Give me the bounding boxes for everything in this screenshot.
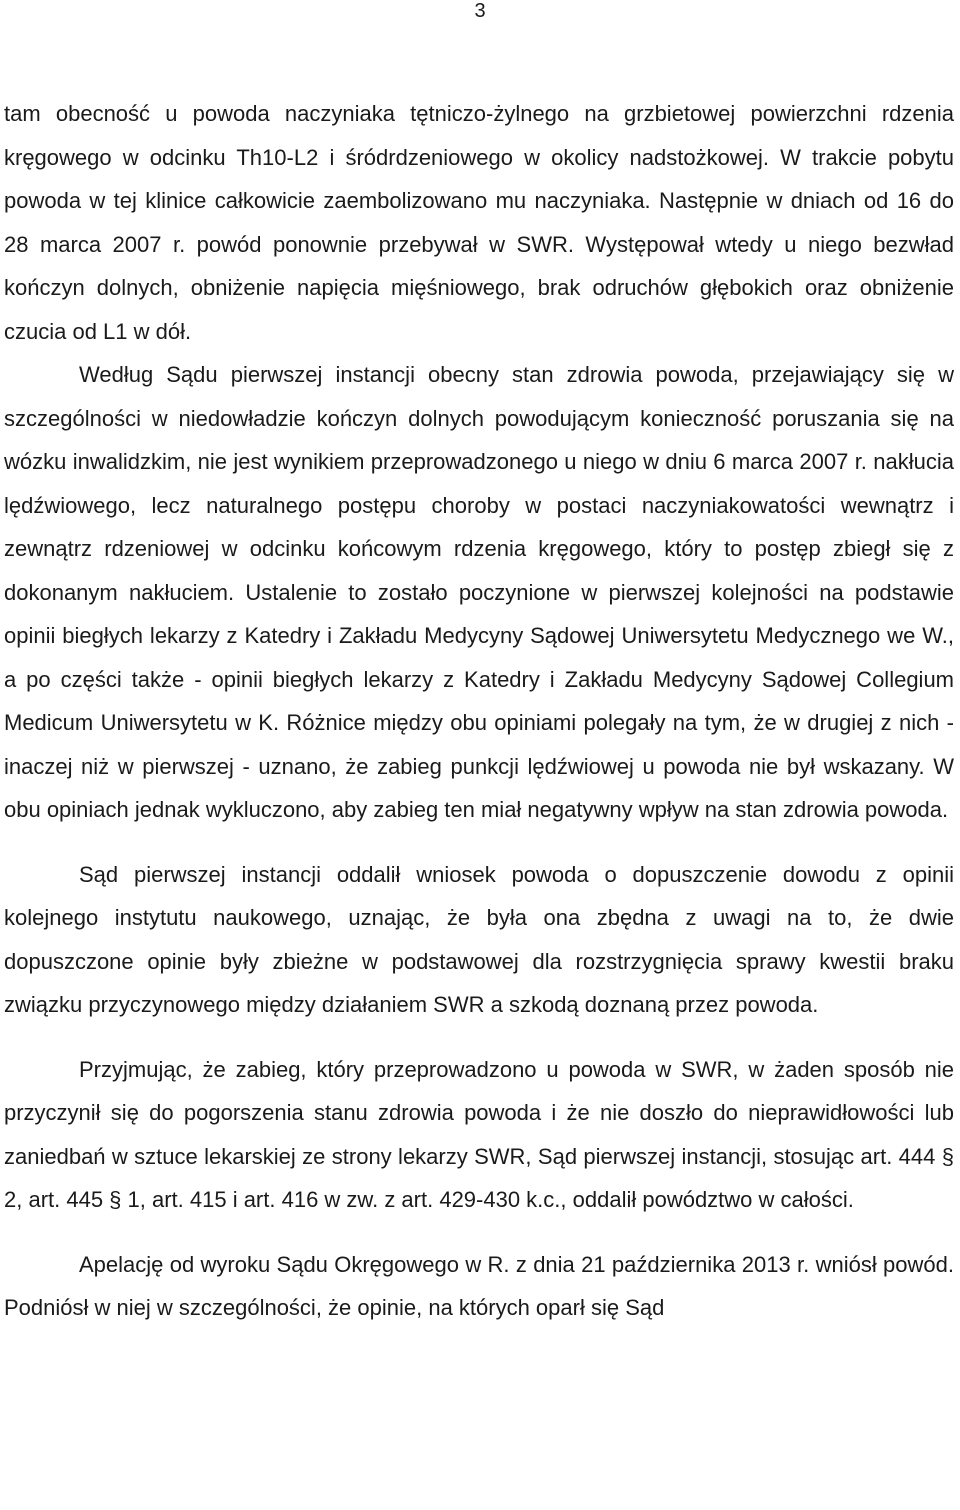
paragraph-2: Według Sądu pierwszej instancji obecny stan zdrowia powoda, przejawiający się w szczególności w niedowładzie kończyn dolnych powodującym konieczność poruszania się na wózku inwalidzkim, nie jest wynikiem przeprowadzonego u niego w dniu 6 marca 2007 r. nakłucia lędźwiowego, lecz naturalnego postępu choroby w postaci naczyniakowatości wewnątrz i zewnątrz rdzeniowej w odcinku końcowym rdzenia kręgowego, który to postęp zbiegł się z dokonanym nakłuciem. Ustalenie to zostało poczynione w pierwszej kolejności na podstawie opinii biegłych lekarzy z Katedry i Zakładu Medycyny Sądowej Uniwersytetu Medycznego we W., a po części także - opinii biegłych lekarzy z Katedry i Zakładu Medycyny Sądowej Collegium Medicum Uniwersytetu w K. Różnice między obu opiniami polegały na tym, że w drugiej z nich - inaczej niż w pierwszej - uznano, że zabieg punkcji lędźwiowej u powoda nie był wskazany. W obu opiniach jednak wykluczono, aby zabieg ten miał negatywny wpływ na stan zdrowia powoda. [4,362,954,822]
paragraph-4: Przyjmując, że zabieg, który przeprowadzono u powoda w SWR, w żaden sposób nie przyczynił się do pogorszenia stanu zdrowia powoda i że nie doszło do nieprawidłowości lub zaniedbań w sztuce lekarskiej ze strony lekarzy SWR, Sąd pierwszej instancji, stosując art. 444 § 2, art. 445 § 1, art. 415 i art. 416 w zw. z art. 429-430 k.c., oddalił powództwo w całości. [4,1056,954,1212]
page-number: 3 [474,0,486,22]
paragraph-1: tam obecność u powoda naczyniaka tętniczo-żylnego na grzbietowej powierzchni rdzenia kręgowego w odcinku Th10-L2 i śródrdzeniowego w okolicy nadstożkowej. W trakcie pobytu powoda w tej klinice całkowicie zaembolizowano mu naczyniaka. Następnie w dniach od 16 do 28 marca 2007 r. powód ponownie przebywał w SWR. Występował wtedy u niego bezwład kończyn dolnych, obniżenie napięcia mięśniowego, brak odruchów głębokich oraz obniżenie czucia od L1 w dół. [4,101,954,344]
paragraph-spacer [4,1027,954,1048]
paragraph-5: Apelację od wyroku Sądu Okręgowego w R. z dnia 21 października 2013 r. wniósł powód. Podniósł w niej w szczególności, że opinie, na których oparł się Sąd [4,1251,954,1320]
document-body [4,92,954,1330]
paragraph-spacer [4,832,954,853]
paragraph-3: Sąd pierwszej instancji oddalił wniosek powoda o dopuszczenie dowodu z opinii kolejnego instytutu naukowego, uznając, że była ona zbędna z uwagi na to, że dwie dopuszczone opinie były zbieżne w podstawowej dla rozstrzygnięcia sprawy kwestii braku związku przyczynowego między działaniem SWR a szkodą doznaną przez powoda. [4,861,954,1017]
paragraph-spacer [4,1222,954,1243]
